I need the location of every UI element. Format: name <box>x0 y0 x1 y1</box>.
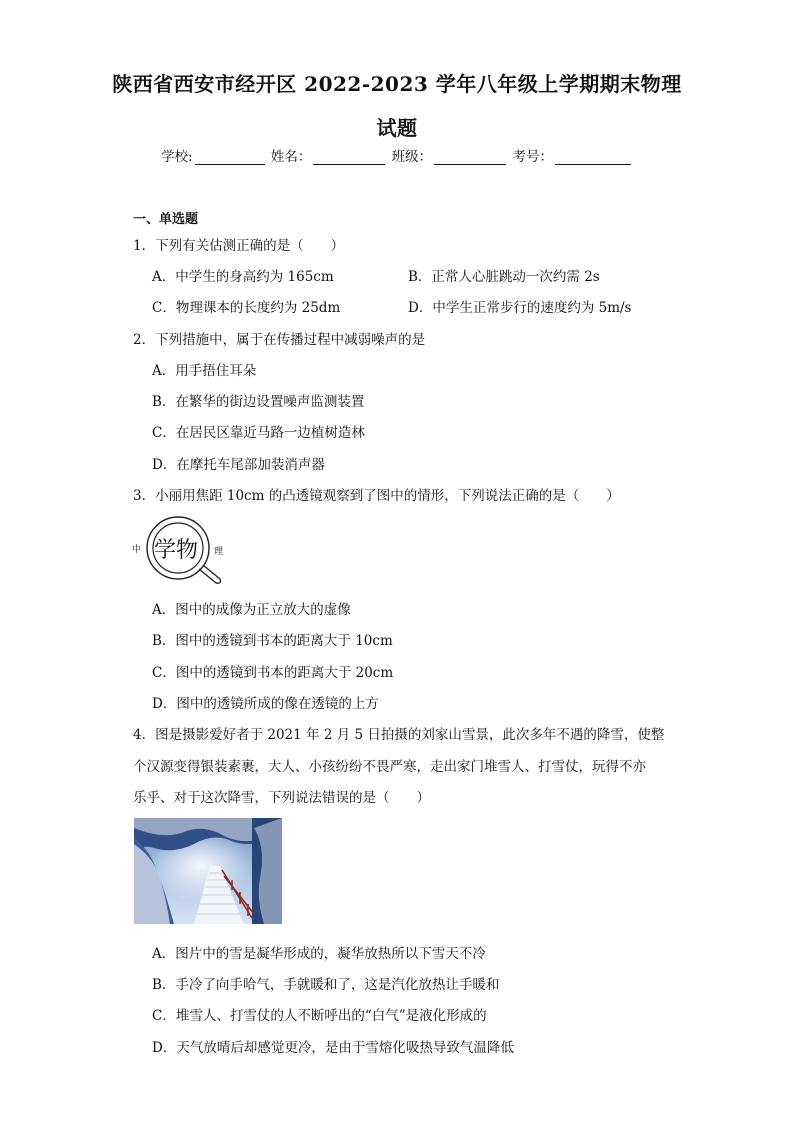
question-1-option-a: A．中学生的身高约为 165cm <box>152 269 334 285</box>
question-2-option-b: B．在繁华的街边设置噪声监测装置 <box>152 394 365 410</box>
magnifier-figure <box>130 512 240 592</box>
class-label: 班级： <box>391 149 433 165</box>
question-3-option-d: D．图中的透镜所成的像在透镜的上方 <box>152 696 379 712</box>
question-2-stem: 2．下列措施中，属于在传播过程中减弱噪声的是 <box>133 332 426 348</box>
figure-right-char: 理 <box>214 547 224 557</box>
question-4-stem-line3: 乐乎、对于这次降雪，下列说法错误的是（ ） <box>133 790 430 806</box>
question-4-stem-line2: 个汉源变得银装素裹，大人、小孩纷纷不畏严寒，走出家门堆雪人、打雪仗，玩得不亦 <box>133 759 646 775</box>
question-4-option-a: A．图片中的雪是凝华形成的，凝华放热所以下雪天不冷 <box>152 946 486 962</box>
question-4-stem-line1: 4．图是摄影爱好者于 2021 年 2 月 5 日拍摄的刘家山雪景，此次多年不遇的降雪，使整 <box>133 727 665 743</box>
question-1-option-b: B．正常人心脏跳动一次约需 2s <box>408 269 600 285</box>
school-blank <box>195 150 265 165</box>
name-blank <box>313 150 385 165</box>
question-1-option-d: D．中学生正常步行的速度约为 5m/s <box>408 300 632 316</box>
figure-lens-text: 学物 <box>154 538 199 563</box>
document-title-line1: 陕西省西安市经开区 2022-2023 学年八年级上学期期末物理 <box>112 72 682 96</box>
question-3-option-c: C．图中的透镜到书本的距离大于 20cm <box>152 665 394 681</box>
question-3-option-a: A．图中的成像为正立放大的虚像 <box>152 602 351 618</box>
question-1-option-c: C．物理课本的长度约为 25dm <box>152 300 341 316</box>
name-label: 姓名： <box>270 149 312 165</box>
question-2-option-d: D．在摩托车尾部加装消声器 <box>152 457 325 473</box>
school-label: 学校: <box>161 149 193 165</box>
student-info-row <box>0 145 794 165</box>
question-4-option-c: C．堆雪人、打雪仗的人不断呼出的“白气”是液化形成的 <box>152 1008 487 1024</box>
exam-number-label: 考号： <box>512 149 553 165</box>
question-3-stem: 3．小丽用焦距 10cm 的凸透镜观察到了图中的情形，下列说法正确的是（ ） <box>133 488 620 504</box>
figure-left-char: 中 <box>132 545 142 555</box>
question-3-option-b: B．图中的透镜到书本的距离大于 10cm <box>152 633 393 649</box>
question-4-option-d: D．天气放晴后却感觉更冷，是由于雪熔化吸热导致气温降低 <box>152 1040 514 1056</box>
snow-scene-photo <box>134 818 282 924</box>
question-1-stem: 1．下列有关估测正确的是（ ） <box>133 238 345 254</box>
section-heading: 一、单选题 <box>133 212 199 227</box>
document-title-line2: 试题 <box>376 116 418 140</box>
class-blank <box>434 150 506 165</box>
question-2-option-a: A．用手捂住耳朵 <box>152 363 257 379</box>
question-4-option-b: B．手冷了向手哈气，手就暖和了，这是汽化放热让手暖和 <box>152 977 500 993</box>
question-2-option-c: C．在居民区靠近马路一边植树造林 <box>152 425 365 441</box>
exam-number-blank <box>555 150 631 165</box>
